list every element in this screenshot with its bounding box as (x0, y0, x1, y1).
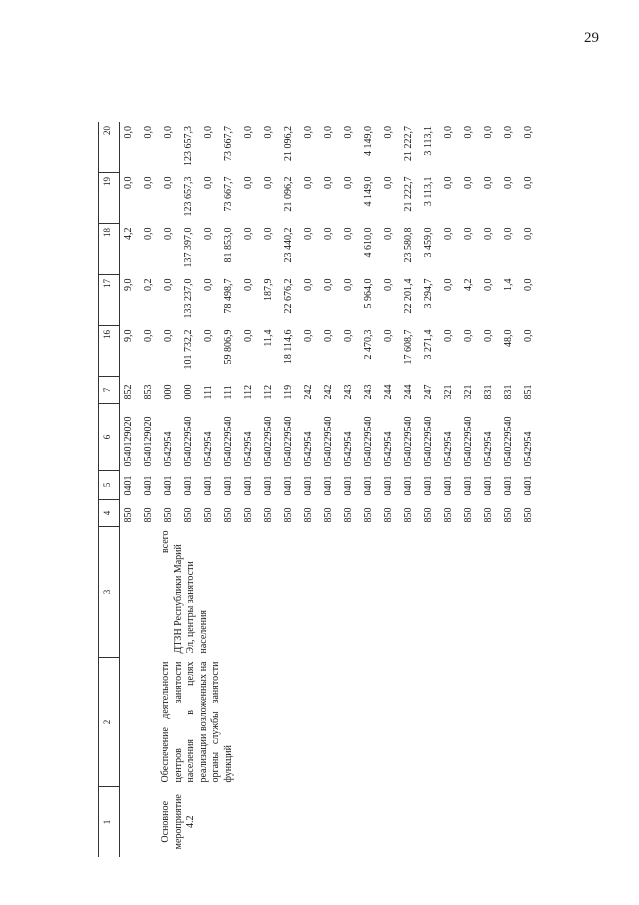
col-header-7: 7 (99, 377, 120, 404)
expense-type-code: 243 (343, 384, 354, 400)
value-col-19: 21 096,2 (283, 176, 294, 212)
value-col-20: 123 657,3 (183, 126, 194, 166)
value-col-18: 0,0 (463, 227, 474, 240)
value-col-17: 0,0 (323, 278, 334, 291)
grbs-code: 850 (243, 507, 254, 523)
value-col-18: 0,0 (443, 227, 454, 240)
value-col-20: 0,0 (343, 126, 354, 139)
col-header-19: 19 (99, 173, 120, 224)
expense-type-code: 111 (223, 385, 234, 400)
target-item-code: 0540229540 (323, 416, 334, 467)
target-item-code: 0540129020 (123, 416, 134, 467)
rotated-table-page (98, 37, 618, 857)
value-col-18: 0,0 (163, 227, 174, 240)
value-col-16: 0,0 (383, 329, 394, 342)
target-item-code: 0540229540 (263, 416, 274, 467)
col-header-2: 2 (99, 658, 120, 787)
value-col-16: 0,0 (203, 329, 214, 342)
expense-type-code: 321 (443, 384, 454, 400)
value-col-17: 1,4 (503, 278, 514, 291)
measure-name: Основное мероприятие 4.2 (160, 794, 196, 850)
value-col-17: 0,2 (143, 278, 154, 291)
value-col-18: 4,2 (123, 227, 134, 240)
target-item-code: 0542954 (383, 431, 394, 467)
value-col-20: 0,0 (123, 126, 134, 139)
value-col-17: 78 498,7 (223, 278, 234, 314)
value-col-18: 0,0 (203, 227, 214, 240)
value-col-19: 0,0 (263, 176, 274, 189)
value-col-17: 187,9 (263, 278, 274, 301)
target-item-code: 0542954 (523, 431, 534, 467)
section-code: 0401 (363, 475, 374, 496)
table-row (120, 122, 141, 857)
measure-description: Обеспечение деятельности центров занятости населения в целях реализации возложенных на органы службы занятости функций (160, 661, 234, 783)
value-col-18: 3 459,0 (423, 227, 434, 258)
value-col-19: 0,0 (303, 176, 314, 189)
value-col-20: 0,0 (383, 126, 394, 139)
value-col-16: 0,0 (343, 329, 354, 342)
target-item-code: 0540229540 (223, 416, 234, 467)
section-code: 0401 (303, 475, 314, 496)
value-col-17: 0,0 (303, 278, 314, 291)
value-col-19: 4 149,0 (363, 176, 374, 207)
value-col-18: 0,0 (263, 227, 274, 240)
value-col-16: 11,4 (263, 329, 274, 347)
value-col-18: 0,0 (143, 227, 154, 240)
value-col-20: 0,0 (443, 126, 454, 139)
col-header-6: 6 (99, 404, 120, 471)
grbs-code: 850 (143, 507, 154, 523)
target-item-code: 0540229540 (463, 416, 474, 467)
target-item-code: 0540229540 (403, 416, 414, 467)
value-col-18: 0,0 (383, 227, 394, 240)
grbs-code: 850 (403, 507, 414, 523)
section-code: 0401 (403, 475, 414, 496)
value-col-16: 0,0 (523, 329, 534, 342)
section-code: 0401 (443, 475, 454, 496)
value-col-17: 3 294,7 (423, 278, 434, 309)
value-col-17: 0,0 (163, 278, 174, 291)
value-col-18: 0,0 (503, 227, 514, 240)
value-col-17: 0,0 (203, 278, 214, 291)
value-col-20: 0,0 (243, 126, 254, 139)
grbs-code: 850 (203, 507, 214, 523)
target-item-code: 0542954 (243, 431, 254, 467)
grbs-code: 850 (483, 507, 494, 523)
section-code: 0401 (323, 475, 334, 496)
value-col-19: 0,0 (503, 176, 514, 189)
value-col-19: 0,0 (323, 176, 334, 189)
value-col-18: 0,0 (483, 227, 494, 240)
value-col-17: 4,2 (463, 278, 474, 291)
value-col-18: 23 440,2 (283, 227, 294, 263)
value-col-16: 0,0 (443, 329, 454, 342)
value-col-20: 0,0 (323, 126, 334, 139)
expense-type-code: 111 (203, 385, 214, 400)
grbs-code: 850 (223, 507, 234, 523)
value-col-16: 2 470,3 (363, 329, 374, 360)
expense-type-code: 244 (403, 384, 414, 400)
value-col-19: 0,0 (123, 176, 134, 189)
value-col-20: 3 113,1 (423, 126, 434, 156)
value-col-17: 0,0 (443, 278, 454, 291)
section-code: 0401 (283, 475, 294, 496)
value-col-16: 0,0 (483, 329, 494, 342)
col-header-16: 16 (99, 326, 120, 377)
grbs-code: 850 (323, 507, 334, 523)
value-col-18: 137 397,0 (183, 227, 194, 268)
value-col-19: 0,0 (383, 176, 394, 189)
value-col-16: 0,0 (143, 329, 154, 342)
grbs-code: 850 (383, 507, 394, 523)
section-code: 0401 (243, 475, 254, 496)
grbs-code: 850 (523, 507, 534, 523)
section-code: 0401 (483, 475, 494, 496)
page-number: 29 (584, 30, 599, 46)
value-col-16: 3 271,4 (423, 329, 434, 360)
value-col-20: 0,0 (523, 126, 534, 139)
target-item-code: 0540229540 (363, 416, 374, 467)
value-col-18: 0,0 (343, 227, 354, 240)
value-col-18: 0,0 (303, 227, 314, 240)
value-col-18: 23 580,8 (403, 227, 414, 263)
grbs-code: 850 (283, 507, 294, 523)
value-col-19: 0,0 (343, 176, 354, 189)
value-col-19: 73 667,7 (223, 176, 234, 212)
grbs-code: 850 (443, 507, 454, 523)
value-col-19: 0,0 (443, 176, 454, 189)
value-col-19: 0,0 (203, 176, 214, 189)
grbs-code: 850 (303, 507, 314, 523)
expense-type-code: 851 (523, 384, 534, 400)
expense-type-code: 000 (163, 384, 174, 400)
value-col-16: 9,0 (123, 329, 134, 342)
expense-type-code: 852 (123, 384, 134, 400)
expense-type-code: 000 (183, 384, 194, 400)
value-col-16: 18 114,6 (283, 329, 294, 365)
value-col-19: 123 657,3 (183, 176, 194, 217)
expense-type-code: 831 (483, 384, 494, 400)
col-header-18: 18 (99, 224, 120, 275)
value-col-19: 0,0 (163, 176, 174, 189)
expense-type-code: 119 (283, 384, 294, 400)
value-col-20: 4 149,0 (363, 126, 374, 156)
value-col-19: 3 113,1 (423, 176, 434, 207)
grbs-code: 850 (503, 507, 514, 523)
value-col-19: 21 222,7 (403, 176, 414, 212)
grbs-code: 850 (343, 507, 354, 523)
value-col-17: 22 676,2 (283, 278, 294, 314)
value-col-20: 0,0 (143, 126, 154, 139)
value-col-17: 5 964,0 (363, 278, 374, 309)
target-item-code: 0540229540 (503, 416, 514, 467)
section-code: 0401 (343, 475, 354, 496)
value-col-20: 0,0 (203, 126, 214, 139)
value-col-18: 4 610,0 (363, 227, 374, 258)
value-col-19: 0,0 (523, 176, 534, 189)
expense-type-code: 112 (243, 384, 254, 400)
value-col-20: 21 222,7 (403, 126, 414, 161)
col-header-3: 3 (99, 527, 120, 658)
section-code: 0401 (503, 475, 514, 496)
value-col-17: 22 201,4 (403, 278, 414, 314)
col-header-17: 17 (99, 275, 120, 326)
target-item-code: 0542954 (343, 431, 354, 467)
expense-type-code: 243 (363, 384, 374, 400)
value-col-16: 101 732,2 (183, 329, 194, 370)
expense-type-code: 242 (323, 384, 334, 400)
column-header-row (99, 122, 120, 857)
target-item-code: 0542954 (163, 431, 174, 467)
value-col-18: 81 853,0 (223, 227, 234, 263)
value-col-20: 0,0 (503, 126, 514, 139)
section-code: 0401 (263, 475, 274, 496)
target-item-code: 0540229540 (183, 416, 194, 467)
grbs-code: 850 (163, 507, 174, 523)
value-col-19: 0,0 (463, 176, 474, 189)
section-code: 0401 (223, 475, 234, 496)
target-item-code: 0542954 (443, 431, 454, 467)
value-col-20: 0,0 (483, 126, 494, 139)
value-col-17: 0,0 (243, 278, 254, 291)
section-code: 0401 (143, 475, 154, 496)
col-header-20: 20 (99, 122, 120, 173)
grbs-code: 850 (263, 507, 274, 523)
value-col-17: 0,0 (343, 278, 354, 291)
value-col-16: 17 608,7 (403, 329, 414, 365)
section-code: 0401 (203, 475, 214, 496)
value-col-20: 0,0 (303, 126, 314, 139)
value-col-16: 59 806,9 (223, 329, 234, 365)
expense-type-code: 244 (383, 384, 394, 400)
section-code: 0401 (383, 475, 394, 496)
value-col-17: 0,0 (523, 278, 534, 291)
target-item-code: 0540129020 (143, 416, 154, 467)
value-col-20: 0,0 (163, 126, 174, 139)
value-col-20: 0,0 (463, 126, 474, 139)
value-col-17: 133 237,0 (183, 278, 194, 319)
section-code: 0401 (163, 475, 174, 496)
value-col-17: 0,0 (383, 278, 394, 291)
value-col-19: 0,0 (143, 176, 154, 189)
col-header-4: 4 (99, 500, 120, 527)
expense-type-code: 242 (303, 384, 314, 400)
grbs-code: 850 (123, 507, 134, 523)
target-item-code: 0542954 (483, 431, 494, 467)
value-col-20: 21 096,2 (283, 126, 294, 161)
value-col-18: 0,0 (323, 227, 334, 240)
expense-type-code: 831 (503, 384, 514, 400)
value-col-16: 0,0 (163, 329, 174, 342)
expense-type-code: 321 (463, 384, 474, 400)
section-code: 0401 (463, 475, 474, 496)
section-code: 0401 (523, 475, 534, 496)
target-item-code: 0540229540 (283, 416, 294, 467)
executor-total: всего (160, 530, 171, 554)
value-col-19: 0,0 (243, 176, 254, 189)
section-code: 0401 (183, 475, 194, 496)
value-col-20: 73 667,7 (223, 126, 234, 161)
value-col-16: 0,0 (303, 329, 314, 342)
grbs-code: 850 (463, 507, 474, 523)
grbs-code: 850 (423, 507, 434, 523)
target-item-code: 0542954 (303, 431, 314, 467)
grbs-code: 850 (363, 507, 374, 523)
budget-table (98, 122, 540, 857)
section-code: 0401 (123, 475, 134, 496)
value-col-18: 0,0 (523, 227, 534, 240)
grbs-code: 850 (183, 507, 194, 523)
col-header-5: 5 (99, 471, 120, 500)
target-item-code: 0542954 (203, 431, 214, 467)
executor-name: ДТЗН Республики Марий Эл, центры занятости населения (172, 544, 209, 654)
expense-type-code: 853 (143, 384, 154, 400)
value-col-18: 0,0 (243, 227, 254, 240)
value-col-20: 0,0 (263, 126, 274, 139)
expense-type-code: 247 (423, 384, 434, 400)
target-item-code: 0540229540 (423, 416, 434, 467)
value-col-16: 0,0 (463, 329, 474, 342)
value-col-17: 9,0 (123, 278, 134, 291)
value-col-17: 0,0 (483, 278, 494, 291)
col-header-1: 1 (99, 787, 120, 858)
expense-type-code: 112 (263, 384, 274, 400)
value-col-19: 0,0 (483, 176, 494, 189)
value-col-16: 48,0 (503, 329, 514, 347)
section-code: 0401 (423, 475, 434, 496)
value-col-16: 0,0 (323, 329, 334, 342)
value-col-16: 0,0 (243, 329, 254, 342)
executors-cell (120, 527, 541, 658)
